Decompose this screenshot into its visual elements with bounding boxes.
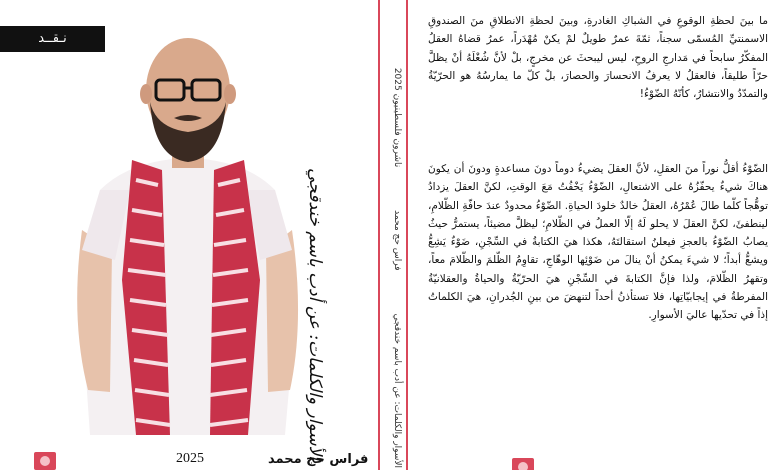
back-cover [408, 0, 780, 470]
spine-title: الأسوار والكلمات: عن أدب باسم خندقجي [392, 313, 402, 468]
blurb-paragraph-1: ما بينَ لحظةِ الوقوعِ في الشباكِ الغادرةِ، وبينَ لحظةِ الانطلاقِ منَ الصندوقِ الاسمنتيِّ المُسمّى سجناً، ثمّةَ عمرٌ طويلٌ لمْ يكنْ مُهْدَراً، عمرُ قضاهُ العقلُ المفكّرُ سابحاً في مَدارجِ الروحِ، ليس ليبحثَ عن مخرجٍ، بلْ لأنَّ شُغْلَهُ أنْ يظلَّ حرّاً طليقاً، فالعقلُ لا يعرفُ الانحسارَ والحصارَ، بلْ كلّ ما يمارسُهُ هو الحرّيّةُ والتمدّدُ والانتشارُ، كأنّهُ الضّوْءُ! [428, 15, 768, 101]
blurb-paragraph-2: الضّوْءُ أقلُّ نوراً منَ العقلِ، لأنَّ العقلَ يضيءُ دوماً دونَ مساعدةٍ ودونَ أن يكونَ هناكَ شيءٌ يحفّزُهُ على الاشتعالِ، الضّوْءُ يَخْفُتُ مَعَ الوقتِ، لكنَّ العقلَ يزدادُ توهُّجاً كلّما طالَ عُمْرُهُ، العقلُ خالدٌ خلودَ الحياةِ. الضّوْءُ محدودٌ عندَ حافّةِ الظّلامِ، لينطفئَ، لكنَّ العقلَ لا يحلو لَهُ إلّا العملُ في الظّلامِ؛ ليظلَّ مضيئاً، يستمرُّ حيثُ يصابُ الضّوْءُ بالعجزِ فيعلنُ استقالتَهُ، هكذا هيَ الكتابةُ في السِّجْنِ، ضَوْءٌ يَشِعُّ ويشعُّ أبداً؛ لا شيءَ يمكنُ أنْ ينالَ من ضَوْئِها الوهّاجِ، تقاوِمُ الظّلمَ والظّلامَ معاً، وتقهرُ الظّلامَ، ولذا فإنَّ الكتابةَ في السِّجْنِ هيَ الحرّيّةُ والحياةُ والعقلانيّةُ المفرطةُ في إيجابيّاتِها، فلا تستأذنُ أحداً لتنهضَ من بينِ الجُدرانِ، هيَ الكلماتُ إذاً في تحدّيها عاليَ الأسوارِ. [428, 163, 768, 322]
author-name: فراس حج محمد [268, 452, 369, 467]
book-spine [378, 0, 408, 470]
publisher-logo-back [512, 458, 534, 470]
spine-text [382, 8, 402, 468]
book-title: الأسوار والكلمات: عن أدب باسم خندقجي [305, 168, 325, 460]
genre-tag: نـقــد [0, 26, 105, 52]
author-photo [70, 20, 305, 435]
spine-publisher: ناشرون فلسطينيون 2025 [392, 67, 402, 168]
publisher-logo-front [34, 452, 56, 470]
publication-year: 2025 [176, 451, 204, 466]
spine-author: فراس حج محمد [392, 210, 402, 271]
front-cover [0, 0, 378, 470]
